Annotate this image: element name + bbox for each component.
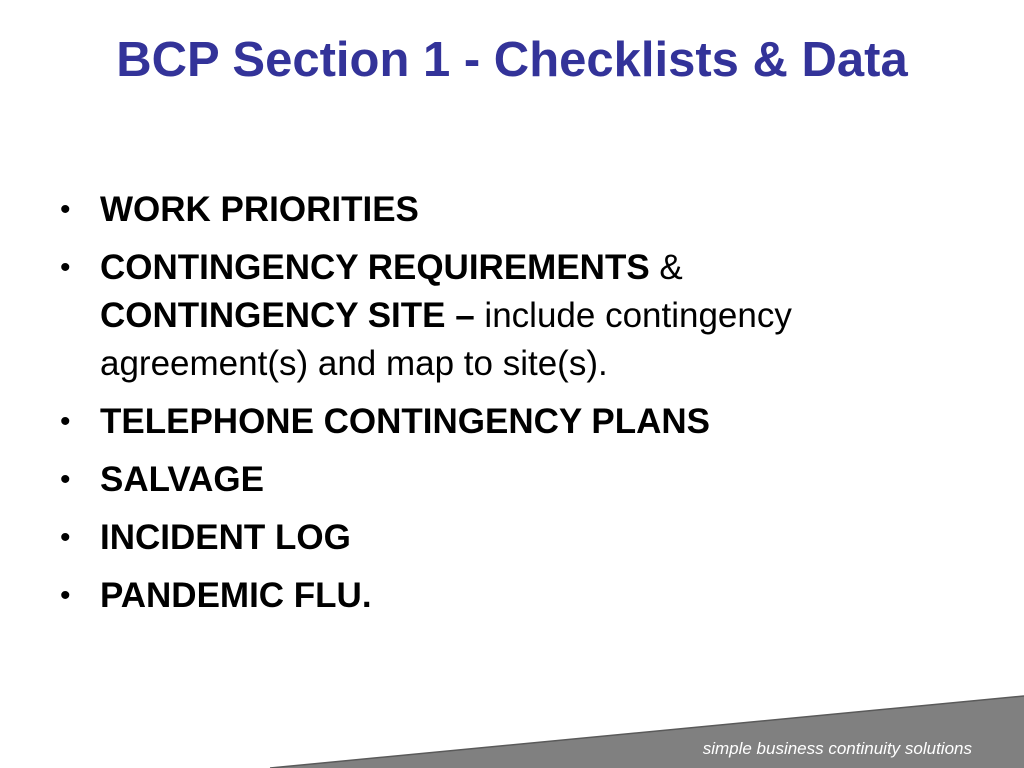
slide-title: BCP Section 1 - Checklists & Data bbox=[116, 33, 908, 87]
bullet-bold-text: WORK PRIORITIES bbox=[100, 190, 419, 229]
bullet-bold-text-2: CONTINGENCY SITE – bbox=[100, 296, 475, 335]
footer-tagline: simple business continuity solutions bbox=[702, 739, 972, 758]
bullet-icon: • bbox=[60, 521, 71, 554]
bullet-icon: • bbox=[60, 579, 71, 612]
bullet-icon: • bbox=[60, 193, 71, 226]
bullet-icon: • bbox=[60, 251, 71, 284]
bullet-bold-text: INCIDENT LOG bbox=[100, 518, 351, 557]
bullet-bold-text: SALVAGE bbox=[100, 460, 264, 499]
bullet-bold-text: PANDEMIC FLU. bbox=[100, 576, 372, 615]
bullet-icon: • bbox=[60, 463, 71, 496]
bullet-icon: • bbox=[60, 405, 71, 438]
bullet-connector-text: & bbox=[649, 248, 683, 287]
bullet-body-text: include contingency agreement(s) and map to site(s). bbox=[100, 296, 792, 383]
bullet-bold-text: TELEPHONE CONTINGENCY PLANS bbox=[100, 402, 710, 441]
bullet-bold-text: CONTINGENCY REQUIREMENTS bbox=[100, 248, 650, 287]
